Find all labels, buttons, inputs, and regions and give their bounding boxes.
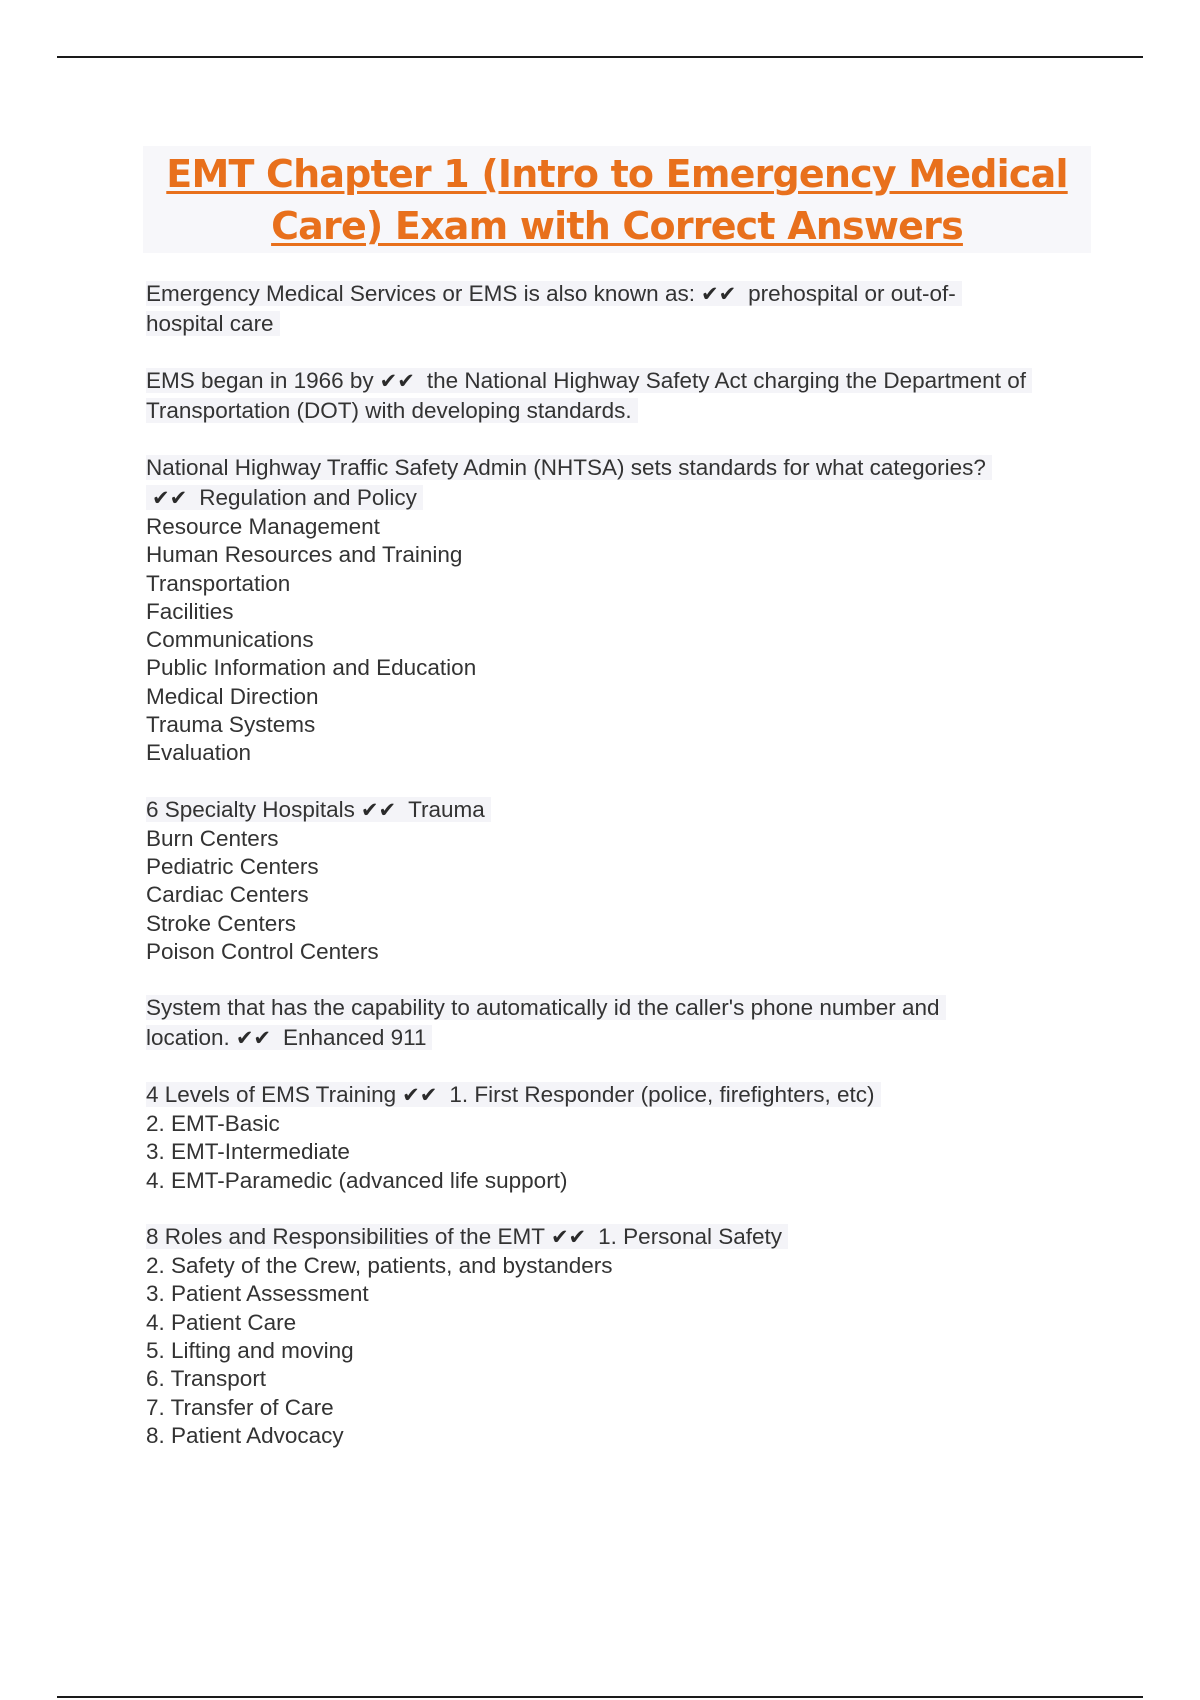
title-box (143, 146, 1091, 253)
question-text: 4 Levels of EMS Training (146, 1082, 397, 1108)
answer-line: 2. Safety of the Crew, patients, and bystanders (146, 1253, 613, 1279)
answer-line: 5. Lifting and moving (146, 1337, 354, 1363)
question-text: System that has the capability to automatically id the caller's phone number and location. (146, 995, 940, 1051)
qa-list (146, 279, 1090, 1477)
double-check-icon: ✔✔ (402, 1083, 438, 1108)
double-check-icon: ✔✔ (235, 1026, 272, 1051)
qa-question-answer (146, 995, 946, 1050)
qa-item (146, 993, 1090, 1053)
answer-line: 8. Patient Advocacy (146, 1422, 344, 1448)
answer-line: 2. EMT-Basic (146, 1111, 280, 1137)
answer-text: 1. First Responder (police, firefighters, etc) (449, 1082, 875, 1108)
question-text: Emergency Medical Services or EMS is also known as: (146, 281, 695, 306)
answer-line: Burn Centers (146, 825, 279, 851)
answer-line: Medical Direction (146, 683, 319, 709)
double-check-icon: ✔✔ (360, 797, 397, 822)
answer-line: 3. EMT-Intermediate (146, 1139, 350, 1165)
answer-line: Evaluation (146, 740, 252, 766)
answer-line: Facilities (146, 598, 234, 624)
answer-text: Enhanced 911 (283, 1025, 427, 1051)
footer-rule (57, 1696, 1143, 1698)
qa-question-answer (146, 281, 962, 336)
answer-line: Pediatric Centers (146, 853, 319, 879)
header-rule (57, 56, 1143, 58)
answer-line: Stroke Centers (146, 910, 297, 936)
question-text: EMS began in 1966 by (146, 368, 374, 393)
answer-line: Resource Management (146, 514, 380, 539)
double-check-icon: ✔✔ (700, 282, 737, 306)
answer-line: Poison Control Centers (146, 938, 379, 964)
double-check-icon: ✔✔ (152, 486, 188, 510)
qa-item (146, 1080, 1090, 1195)
qa-question-answer (146, 368, 1032, 423)
qa-question-answer (146, 455, 992, 510)
answer-text: 1. Personal Safety (598, 1224, 783, 1250)
answer-line: Transportation (146, 570, 291, 596)
answer-line: Human Resources and Training (146, 542, 463, 568)
question-text: 8 Roles and Responsibilities of the EMT (146, 1224, 545, 1250)
qa-question-answer (146, 1082, 881, 1107)
qa-item (146, 795, 1090, 966)
answer-line: 7. Transfer of Care (146, 1394, 334, 1420)
qa-question-answer (146, 797, 491, 822)
answer-text: prehospital or out-of-hospital care (146, 281, 956, 336)
answer-text: Regulation and Policy (199, 485, 417, 510)
question-text: 6 Specialty Hospitals (146, 796, 355, 822)
answer-line: 6. Transport (146, 1366, 267, 1392)
answer-line: 4. EMT-Paramedic (advanced life support) (146, 1167, 568, 1193)
double-check-icon: ✔✔ (550, 1225, 587, 1250)
qa-item (146, 279, 1090, 339)
document-title: EMT Chapter 1 (Intro to Emergency Medical Care) Exam with Correct Answers (166, 151, 1068, 248)
answer-line: Communications (146, 627, 314, 653)
question-text: National Highway Traffic Safety Admin (NHTSA) sets standards for what categories? (146, 455, 986, 480)
answer-line: 4. Patient Care (146, 1309, 297, 1335)
qa-item (146, 1222, 1090, 1450)
answer-line: Cardiac Centers (146, 882, 309, 908)
double-check-icon: ✔✔ (379, 369, 415, 393)
qa-item (146, 453, 1090, 768)
answer-line: Public Information and Education (146, 655, 477, 681)
qa-item (146, 366, 1090, 426)
qa-question-answer (146, 1224, 788, 1249)
answer-text: the National Highway Safety Act charging the Department of Transportation (DOT) with developing standards. (146, 368, 1026, 423)
answer-line: 3. Patient Assessment (146, 1281, 369, 1307)
answer-line: Trauma Systems (146, 712, 316, 738)
answer-text: Trauma (408, 796, 485, 822)
